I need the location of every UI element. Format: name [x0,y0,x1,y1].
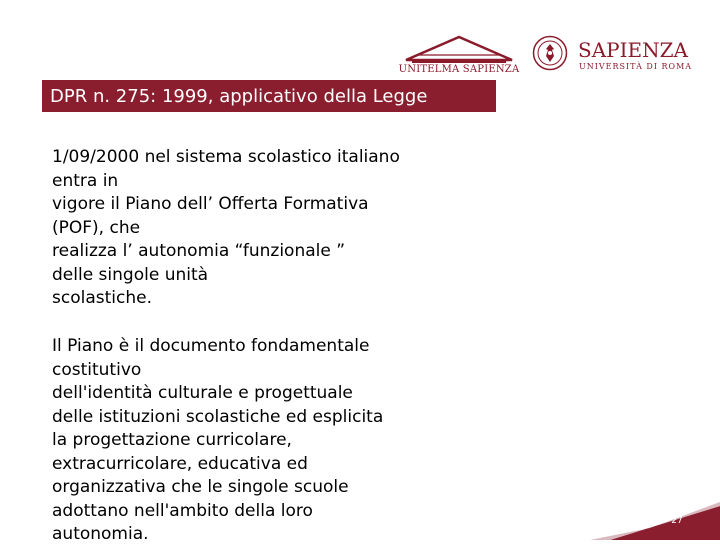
text-line: organizzativa che le singole scuole [52,477,349,497]
text-line: entra in [52,170,119,191]
text-line: Il Piano è il documento fondamentale [52,336,370,356]
building-pediment-icon [398,34,520,64]
paragraph-pof-intro [52,146,452,311]
text-line: realizza l’ autonomia “funzionale ” [52,241,346,261]
text-line: dell'identità culturale e progettuale [52,383,353,403]
unitelma-logo-text: UNITELMA SAPIENZA [398,64,520,75]
text-line: 1/09/2000 nel sistema scolastico italiano [52,147,400,167]
sapienza-seal-icon [532,35,568,71]
sapienza-logo [532,35,692,75]
text-line: la progettazione curricolare, [52,430,292,450]
text-line: delle singole unità [52,264,209,285]
text-line: (POF), che [52,217,141,238]
page-number: 27 [671,516,683,526]
slide-title-bar [42,80,496,112]
text-line: costitutivo [52,359,142,380]
text-line: delle istituzioni scolastiche ed esplicita [52,406,384,427]
text-line: extracurricolare, educativa ed [52,453,308,474]
sapienza-subtitle: UNIVERSITÀ DI ROMA [579,62,693,71]
paragraph-piano-definition [52,335,452,547]
text-line: vigore il Piano dell’ Offerta Formativa [52,194,369,214]
text-line: adottano nell'ambito della loro [52,500,313,521]
unitelma-sapienza-logo [398,34,520,80]
sapienza-name: SAPIENZA [578,38,688,62]
text-line: scolastiche. [52,288,152,308]
slide-title: DPR n. 275: 1999, applicativo della Legge [50,86,428,107]
footer-corner-decoration [590,500,720,540]
text-line: autonomia. [52,524,149,544]
